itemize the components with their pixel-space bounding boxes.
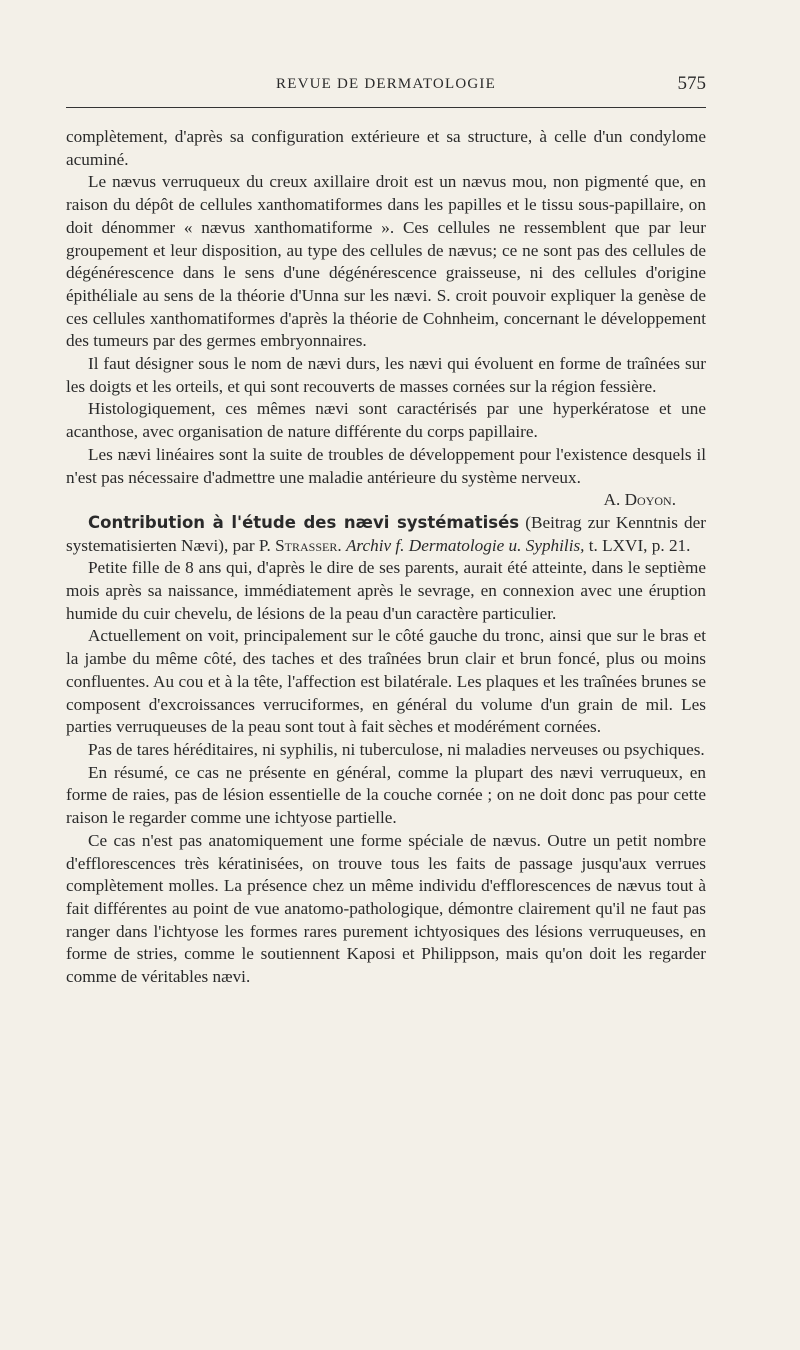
review-reference: (Beitrag zur Kenntnis der systematisierten Nævi), par P.	[66, 512, 706, 555]
paragraph: Actuellement on voit, principalement sur le côté gauche du tronc, ainsi que sur le bras et la jambe du même côté, des taches et des traînées brun clair et brun foncé, plus ou moins confluentes. Au cou et à la tête, l'affection est bilatérale. Les plaques et les traînées brunes se composent d'excroissances verruciformes, en général du volume d'un grain de mil. Les parties verruqueuses de la peau sont tout à fait sèches et modérément cornées.	[66, 626, 706, 737]
paragraph: Le nævus verruqueux du creux axillaire droit est un nævus mou, non pigmenté que, en raison du dépôt de cellules xanthomatiformes dans les papilles et le tissu sous-papillaire, on doit dénommer « nævus xanthomatiforme ». Ces cellules ne ressemblent que par leur groupement et leur disposition, au type des cellules de nævus; ce ne sont pas des cellules de dégénérescence dans le sens d'une dégénérescence graisseuse, ni des cellules d'origine épithéliale au sens de la théorie d'Unna sur les nævi. S. croit pouvoir expliquer la genèse de ces cellules xanthomatiformes d'après la théorie de Cohnheim, concernant le développement des tumeurs par des germes embryonnaires.	[66, 172, 706, 351]
review-journal: Archiv f. Dermatologie u. Syphilis,	[345, 535, 585, 555]
running-head: REVUE DE DERMATOLOGIE	[276, 76, 496, 92]
review-title: Contribution à l'étude des nævi systématisés	[88, 512, 520, 532]
review-heading-paragraph	[66, 512, 706, 557]
page-number: 575	[677, 73, 706, 94]
review-volume: t. LXVI, p. 21.	[588, 535, 691, 555]
paragraph: Histologiquement, ces mêmes nævi sont caractérisés par une hyperkératose et une acanthose, avec organisation de nature différente du corps papillaire.	[66, 399, 706, 442]
paragraph: En résumé, ce cas ne présente en général, comme la plupart des nævi verruqueux, en forme de raies, pas de lésion essentielle de la couche cornée ; on ne doit donc pas pour cette raison le regarder comme une ichtyose partielle.	[66, 762, 706, 828]
paragraph: complètement, d'après sa configuration extérieure et sa structure, à celle d'un condylome acuminé.	[66, 127, 706, 169]
header-rule	[66, 107, 706, 108]
signature	[66, 489, 706, 512]
signature-name: A. Doyon.	[603, 490, 676, 510]
paragraph: Il faut désigner sous le nom de nævi durs, les nævi qui évoluent en forme de traînées sur les doigts et les orteils, et qui sont recouverts de masses cornées sur la région fessière.	[66, 354, 706, 396]
paragraph: Les nævi linéaires sont la suite de troubles de développement pour l'existence desquels il n'est pas nécessaire d'admettre une maladie antérieure du système nerveux.	[66, 444, 706, 487]
article-body	[66, 126, 706, 989]
review-author: Strasser.	[275, 535, 342, 555]
paragraph: Pas de tares héréditaires, ni syphilis, ni tuberculose, ni maladies nerveuses ou psychiques.	[88, 739, 705, 759]
page-header	[66, 73, 706, 100]
paragraph: Ce cas n'est pas anatomiquement une forme spéciale de nævus. Outre un petit nombre d'efflorescences très kératinisées, on trouve tous les faits de passage jusqu'aux verrues complètement molles. La présence chez un même individu d'efflorescences de nævus tout à fait différentes au point de vue anatomo-pathologique, démontre clairement qu'il ne faut pas ranger dans l'ichtyose les formes rares purement ichtyosiques des lésions verruqueuses, en forme de stries, comme le soutiennent Kaposi et Philippson, mais qu'on doit les regarder comme de véritables nævi.	[66, 830, 706, 987]
paragraph: Petite fille de 8 ans qui, d'après le dire de ses parents, aurait été atteinte, dans le septième mois après sa naissance, immédiatement après le sevrage, en connexion avec une éruption humide du cuir chevelu, de lésions de la peau d'un caractère particulier.	[66, 558, 706, 623]
